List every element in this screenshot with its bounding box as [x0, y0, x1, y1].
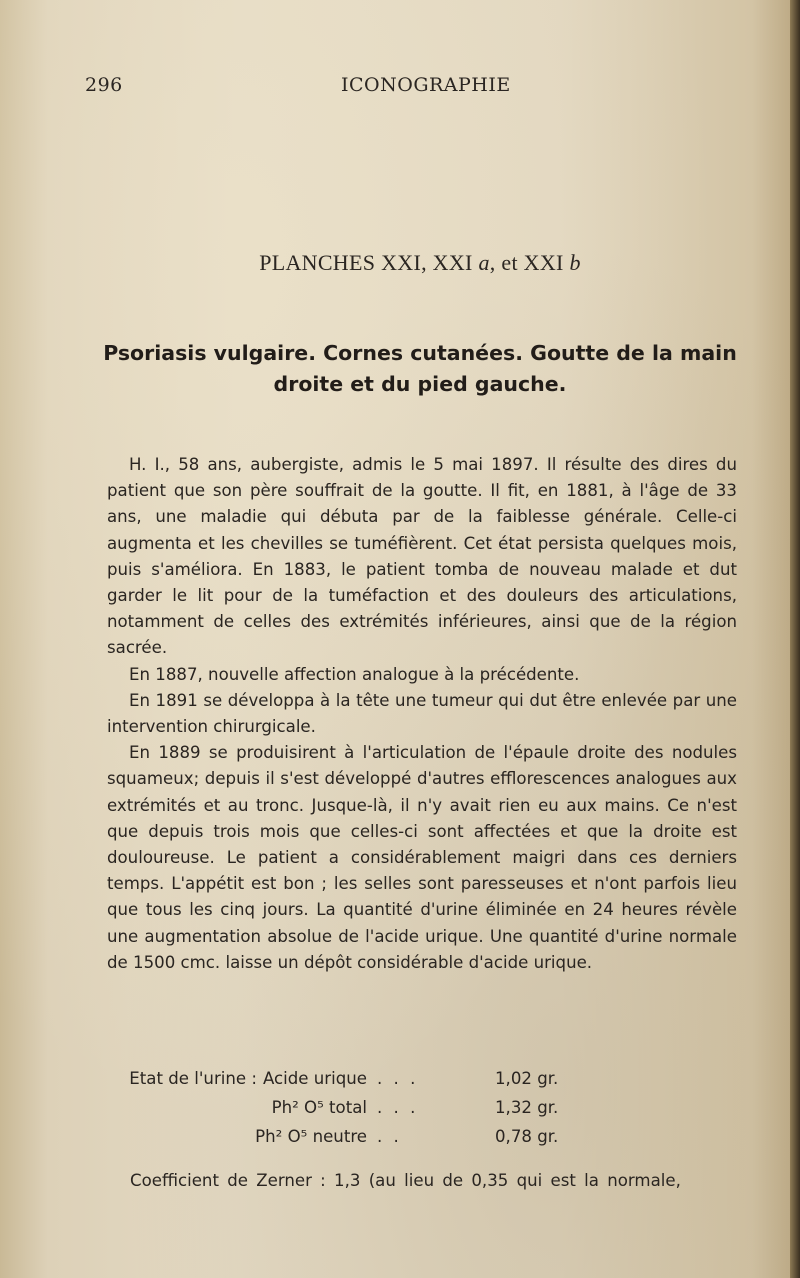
urine-row-value: 0,78 gr. [495, 1127, 559, 1146]
urine-row-value: 1,02 gr. [495, 1069, 559, 1088]
book-spine-edge [790, 0, 800, 1278]
urine-row [107, 1093, 667, 1122]
urine-row-leader-dots: . . [377, 1127, 402, 1146]
plates-heading-prefix: PLANCHES XXI, XXI [259, 250, 479, 275]
urine-row [107, 1064, 667, 1093]
urine-row-label: Ph² O⁵ total [271, 1098, 367, 1117]
urine-analysis-table [107, 1064, 667, 1151]
paragraph-1887: En 1887, nouvelle affection analogue à la précédente. [129, 664, 580, 684]
plates-heading-middle: , et XXI [489, 250, 570, 275]
urine-row [107, 1122, 667, 1151]
urine-row-label: Ph² O⁵ neutre [255, 1127, 367, 1146]
plates-heading [0, 250, 800, 276]
article-title [90, 338, 750, 400]
page-number: 296 [85, 74, 123, 96]
coefficient-line: Coefficient de Zerner : 1,3 (au lieu de 0,35 qui est la normale, [130, 1171, 681, 1190]
running-title: ICONOGRAPHIE [341, 74, 511, 96]
urine-row-leader-dots: . . . [377, 1098, 419, 1117]
urine-row-label [129, 1064, 367, 1093]
plates-heading-b: b [569, 250, 581, 275]
paragraph-history: H. I., 58 ans, aubergiste, admis le 5 mai 1897. Il résulte des dires du patient que son père souffrait de la goutte. Il fit, en 1881, à l'âge de 33 ans, une maladie qui débuta par de la faiblesse générale. Celle-ci augmenta et les chevilles se tuméfièrent. Cet état persista quelques mois, puis s'améliora. En 1883, le patient tomba de nouveau malade et dut garder le lit pour de la tuméfaction et des douleurs des articulations, notamment de celles des extrémités inférieures, ainsi que de la région sacrée. [107, 455, 737, 658]
urine-row-value: 1,32 gr. [495, 1098, 559, 1117]
article-title-line-1: Psoriasis vulgaire. Cornes cutanées. Goutte de la main [103, 341, 737, 365]
paragraph-1891: En 1891 se développa à la tête une tumeur qui dut être enlevée par une intervention chirurgicale. [107, 690, 737, 737]
urine-row-label-text: Acide urique [262, 1069, 367, 1088]
running-header [85, 74, 511, 104]
case-text [107, 452, 737, 976]
urine-row-leader-dots: . . . [377, 1069, 419, 1088]
paragraph-1889: En 1889 se produisirent à l'articulation de l'épaule droite des nodules squameux; depuis il s'est développé d'autres efflorescences analogues aux extrémités et au tronc. Jusque-là, il n'y avait rien eu aux mains. Ce n'est que depuis trois mois que celles-ci sont affectées et que la droite est douloureuse. Le patient a considérablement maigri dans ces derniers temps. L'appétit est bon ; les selles sont paresseuses et n'ont parfois lieu que tous les cinq jours. La quantité d'urine éliminée en 24 heures révèle une augmentation absolue de l'acide urique. Une quantité d'urine normale de 1500 cmc. laisse un dépôt considérable d'acide urique. [107, 743, 737, 972]
plates-heading-a: a [478, 250, 490, 275]
article-title-line-2: droite et du pied gauche. [273, 372, 567, 396]
urine-lead-label: Etat de l'urine : [129, 1069, 257, 1088]
